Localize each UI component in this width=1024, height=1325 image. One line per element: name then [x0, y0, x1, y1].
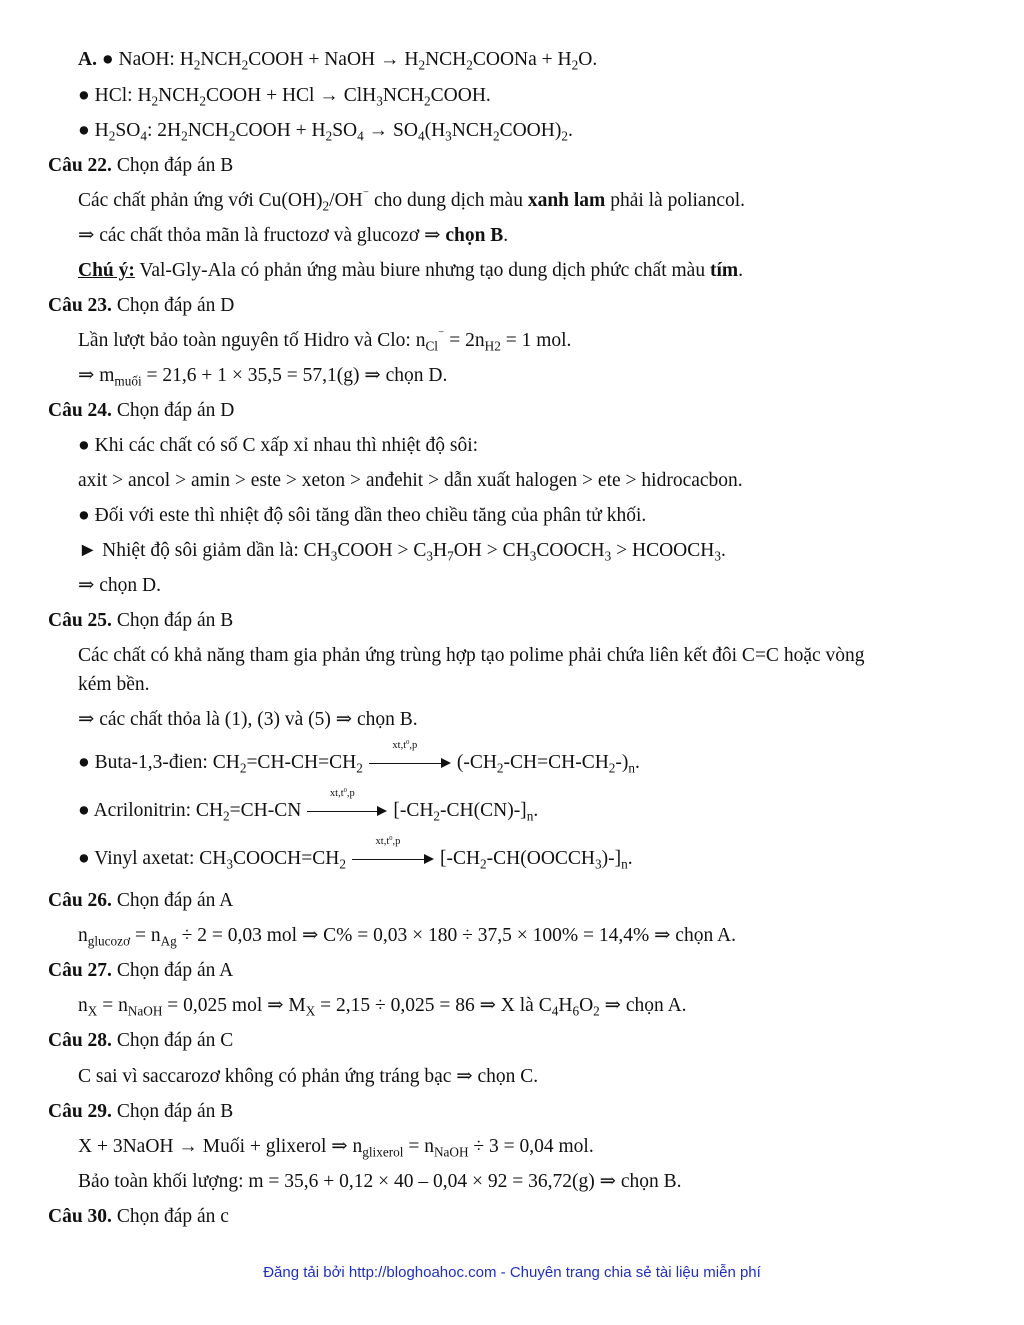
subscript: 3 — [714, 548, 721, 564]
subscript: 2 — [593, 1003, 600, 1019]
subscript: 3 — [604, 548, 612, 564]
page-footer: Đăng tải bởi http://bloghoahoc.com - Chuyên trang chia sẻ tài liệu miễn phí — [263, 1264, 761, 1281]
subscript: 2 — [433, 808, 441, 824]
question-24-line-1: ● Khi các chất có số C xấp xỉ nhau thì nhiệt độ sôi: — [78, 435, 479, 456]
subscript: 2 — [228, 128, 236, 144]
subscript: 2 — [239, 760, 247, 776]
question-29-line-2: Bảo toàn khối lượng: m = 35,6 + 0,12 × 40 – 0,04 × 92 = 36,72(g) ⇒ chọn B. — [78, 1171, 682, 1192]
subscript: H2 — [484, 338, 501, 354]
superscript: 0 — [343, 786, 347, 794]
superscript: 0 — [389, 834, 393, 842]
subscript: 2 — [571, 57, 579, 73]
question-23-heading: Câu 23. Chọn đáp án D — [48, 295, 235, 316]
question-25-line-1: Các chất có khả năng tham gia phản ứng trùng hợp tạo polime phải chứa liên kết đôi C=C hoặc vòng — [78, 645, 865, 666]
subscript: 4 — [417, 128, 425, 144]
question-29-heading: Câu 29. Chọn đáp án B — [48, 1101, 234, 1122]
reaction-acrilonitrin: ● Acrilonitrin: $CH_2=CH-CN$ $xt,t^0,p$ $[-CH_2-CH(CN)-]_n$. — [78, 786, 539, 824]
subscript: 2 — [108, 128, 116, 144]
subscript: 2 — [325, 128, 333, 144]
subscript: 3 — [595, 856, 602, 872]
subscript: 4 — [357, 128, 364, 144]
subscript: 3 — [445, 128, 452, 144]
subscript: 2 — [151, 93, 159, 109]
question-28-heading: Câu 28. Chọn đáp án C — [48, 1030, 234, 1051]
subscript: 2 — [480, 856, 487, 872]
question-24-line-3: ● Đối với este thì nhiệt độ sôi tăng dần theo chiều tăng của phân tử khối. — [78, 505, 647, 526]
answer-line-h2so4: ● $H_2SO_4$: $2H_2NCH_2COOH + H_2SO_4$ → $SO_4(H_3NCH_2COOH)_2$. — [78, 120, 573, 144]
subscript: n — [628, 760, 636, 776]
question-26-line-1: $n_{glucozơ} = n_{Ag} \div 2 = 0,03$ mol ⇒ C% = 0,03 × 180 ÷ 37,5 × 100% = 14,4% ⇒ chọn A. — [78, 925, 736, 949]
subscript: 2 — [356, 760, 363, 776]
question-23-line-2: ⇒ $m_{muối} = 21,6 + 1 \times 35,5 = 57,1(g)$ ⇒ chọn D. — [78, 365, 448, 389]
reaction-arrow: $xt,t^0,p$ — [369, 756, 451, 770]
subscript: glixerol — [362, 1144, 404, 1160]
subscript: X — [305, 1003, 316, 1019]
subscript: 3 — [426, 548, 433, 564]
subscript: 3 — [529, 548, 537, 564]
subscript: 2 — [199, 93, 206, 109]
subscript: 2 — [466, 57, 473, 73]
question-24-heading: Câu 24. Chọn đáp án D — [48, 400, 235, 421]
question-25-line-3: ⇒ các chất thỏa là (1), (3) và (5) ⇒ chọn B. — [78, 709, 418, 730]
subscript: 2 — [339, 856, 346, 872]
subscript: Ag — [160, 933, 177, 949]
subscript: 2 — [181, 128, 188, 144]
subscript: 2 — [608, 760, 616, 776]
question-22-line-1: Các chất phản ứng với $Cu(OH)_2/OH^{^-}$ cho dung dịch màu xanh lam phải là poliancol. — [78, 187, 746, 214]
subscript: 2 — [561, 128, 568, 144]
reaction-arrow: $xt,t^0,p$ — [352, 852, 434, 866]
subscript: 7 — [447, 548, 454, 564]
question-25-line-2: kém bền. — [78, 674, 150, 695]
superscript: ⁻ — [437, 327, 445, 342]
subscript: 6 — [572, 1003, 580, 1019]
subscript: NaOH — [127, 1003, 163, 1019]
question-24-line-4: ► Nhiệt độ sôi giảm dần là: $CH_3COOH > C_3H_7OH$ > $CH_3COOCH_3$ > $HCOOCH_3$. — [78, 540, 726, 564]
subscript: 2 — [193, 57, 201, 73]
question-29-line-1: X + 3NaOH → Muối + glixerol ⇒ $n_{glixerol} = n_{NaOH} \div 3 = 0,04$ mol. — [78, 1136, 594, 1160]
question-22-line-2: ⇒ các chất thỏa mãn là fructozơ và glucozơ ⇒ chọn B. — [78, 225, 509, 246]
subscript: muối — [114, 373, 142, 389]
subscript: Cl — [425, 338, 438, 354]
question-23-line-1: Lần lượt bảo toàn nguyên tố Hidro và Clo: $n_{Cl}^{^-} = 2n_{H2} = 1$ mol. — [78, 327, 572, 354]
answer-line-naoh: A. ● NaOH: $H_2NCH_2COOH$ + NaOH → $H_2NCH_2COONa + H_2O$. — [78, 49, 598, 73]
subscript: 4 — [140, 128, 147, 144]
subscript: 3 — [330, 548, 338, 564]
answer-line-hcl: ● HCl: $H_2NCH_2COOH$ + HCl → $ClH_3NCH_2COOH$. — [78, 85, 491, 109]
reaction-butadiene: ● Buta-1,3-đien: $CH_2=CH-CH=CH_2$ $xt,t^0,p$ $(-CH_2-CH=CH-CH_2-)_n$. — [78, 738, 640, 776]
question-25-heading: Câu 25. Chọn đáp án B — [48, 610, 234, 631]
subscript: 2 — [424, 93, 431, 109]
question-26-heading: Câu 26. Chọn đáp án A — [48, 890, 234, 911]
question-28-line-1: C sai vì saccarozơ không có phản ứng tráng bạc ⇒ chọn C. — [78, 1066, 539, 1087]
subscript: n — [621, 856, 628, 872]
subscript: 3 — [376, 93, 383, 109]
superscript: 0 — [406, 738, 410, 746]
subscript: X — [87, 1003, 98, 1019]
question-30-heading: Câu 30. Chọn đáp án c — [48, 1206, 229, 1227]
subscript: 2 — [241, 57, 249, 73]
subscript: 2 — [223, 808, 230, 824]
subscript: 2 — [322, 198, 330, 214]
question-24-line-2: axit > ancol > amin > este > xeton > anđehit > dẫn xuất halogen > ete > hidrocacbon. — [78, 470, 743, 491]
subscript: 2 — [492, 128, 500, 144]
subscript: NaOH — [433, 1144, 469, 1160]
question-24-line-5: ⇒ chọn D. — [78, 575, 161, 596]
subscript: glucozơ — [87, 933, 131, 949]
question-22-heading: Câu 22. Chọn đáp án B — [48, 155, 234, 176]
question-22-note: Chú ý: Val-Gly-Ala có phản ứng màu biure nhưng tạo dung dịch phức chất màu tím. — [78, 260, 743, 281]
reaction-arrow: $xt,t^0,p$ — [307, 804, 387, 818]
subscript: 2 — [418, 57, 426, 73]
superscript: ⁻ — [362, 187, 370, 202]
question-27-heading: Câu 27. Chọn đáp án A — [48, 960, 234, 981]
question-27-line-1: $n_X = n_{NaOH} = 0,025$ mol ⇒ $M_X = 2,15 \div 0,025 = 86$ ⇒ X là $C_4H_6O_2$ ⇒ chọn A. — [78, 995, 687, 1019]
subscript: 2 — [496, 760, 504, 776]
subscript: 3 — [226, 856, 233, 872]
subscript: n — [526, 808, 534, 824]
subscript: 4 — [551, 1003, 559, 1019]
reaction-vinyl-axetat: ● Vinyl axetat: $CH_3COOCH=CH_2$ $xt,t^0,p$ $[-CH_2-CH(OOCCH_3)-]_n$. — [78, 834, 633, 872]
